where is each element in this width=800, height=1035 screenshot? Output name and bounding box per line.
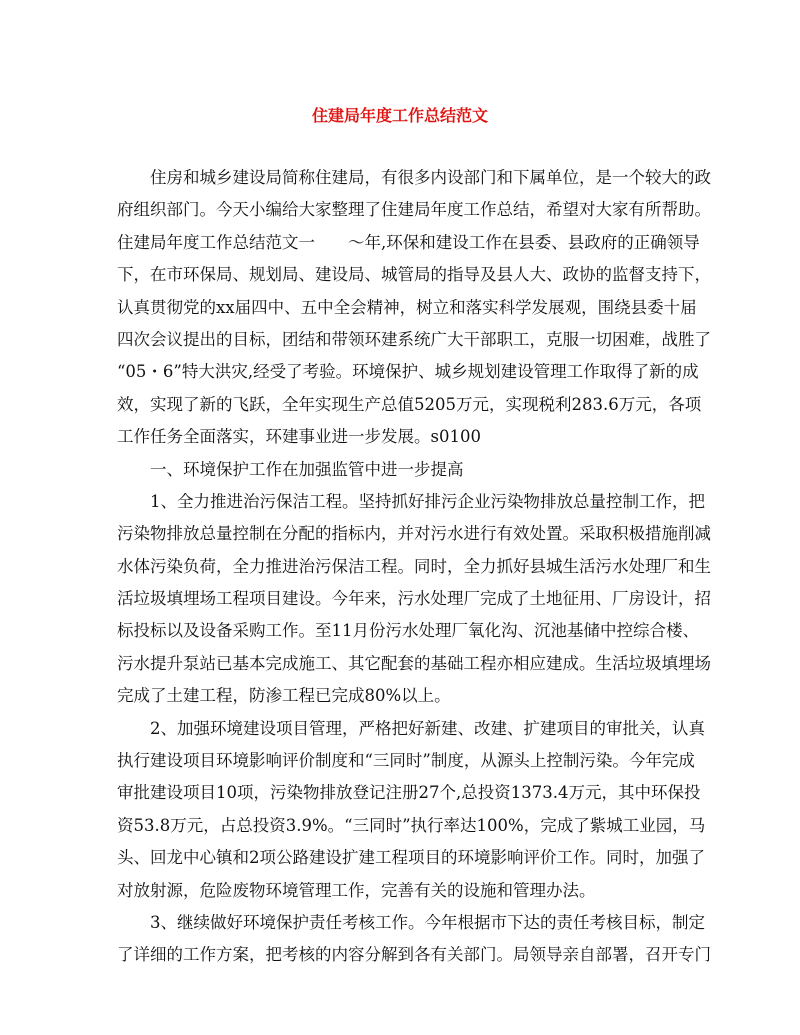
text-line: 认真贯彻党的xx届四中、五中全会精神，树立和落实科学发展观，围绕县委十届 <box>117 297 697 317</box>
text-line: 下，在市环保局、规划局、建设局、城管局的指导及县人大、政协的监督支持下， <box>117 265 711 285</box>
text-line: “05・6”特大洪灾,经受了考验。环境保护、城乡规划建设管理工作取得了新的成 <box>117 362 699 382</box>
text-line: 住建局年度工作总结范文一 ～年,环保和建设工作在县委、县政府的正确领导 <box>117 232 700 252</box>
text-line: 3、继续做好环境保护责任考核工作。今年根据市下达的责任考核目标，制定 <box>150 912 705 932</box>
document-body <box>117 162 711 972</box>
text-line: 标投标以及设备采购工作。至11月份污水处理厂氧化沟、沉池基储中控综合楼、 <box>117 621 699 641</box>
text-line: 活垃圾填埋场工程项目建设。今年来，污水处理厂完成了土地征用、厂房设计，招 <box>117 589 711 609</box>
text-line: 污染物排放总量控制在分配的指标内，并对污水进行有效处置。采取积极措施削减 <box>117 524 711 544</box>
text-line: 完成了土建工程，防渗工程已完成80%以上。 <box>117 686 451 706</box>
text-line: 府组织部门。今天小编给大家整理了住建局年度工作总结，希望对大家有所帮助。 <box>117 200 711 220</box>
text-line: 2、加强环境建设项目管理，严格把好新建、改建、扩建项目的审批关，认真 <box>150 718 705 738</box>
text-line: 四次会议提出的目标，团结和带领环建系统广大干部职工，克服一切困难，战胜了 <box>117 329 711 349</box>
text-line: 污水提升泵站已基本完成施工、其它配套的基础工程亦相应建成。生活垃圾填埋场 <box>117 653 711 673</box>
document-title: 住建局年度工作总结范文 <box>311 106 488 125</box>
text-line: 了详细的工作方案，把考核的内容分解到各有关部门。局领导亲自部署，召开专门 <box>117 945 711 965</box>
text-line: 住房和城乡建设局简称住建局，有很多内设部门和下属单位，是一个较大的政 <box>150 168 711 187</box>
text-line: 资53.8万元，占总投资3.9%。“三同时”执行率达100%，完成了紫城工业园，马 <box>117 815 706 835</box>
text-line: 审批建设项目10项，污染物排放登记注册27个,总投资1373.4万元，其中环保投 <box>117 783 701 803</box>
text-line: 效，实现了新的飞跃，全年实现生产总值5205万元，实现税利283.6万元，各项 <box>117 394 702 414</box>
section-heading: 一、环境保护工作在加强监管中进一步提高 <box>150 459 464 479</box>
text-line: 对放射源，危险废物环境管理工作，完善有关的设施和管理办法。 <box>117 880 596 900</box>
text-line: 执行建设项目环境影响评价制度和“三同时”制度，从源头上控制污染。今年完成 <box>117 751 695 771</box>
text-line: 头、回龙中心镇和2项公路建设扩建工程项目的环境影响评价工作。同时，加强了 <box>117 848 705 868</box>
text-line: 工作任务全面落实，环建事业进一步发展。s0100 <box>117 427 481 447</box>
text-line: 1、全力推进治污保洁工程。坚持抓好排污企业污染物排放总量控制工作，把 <box>150 491 705 511</box>
text-line: 水体污染负荷，全力推进治污保洁工程。同时，全力抓好县城生活污水处理厂和生 <box>117 556 711 576</box>
